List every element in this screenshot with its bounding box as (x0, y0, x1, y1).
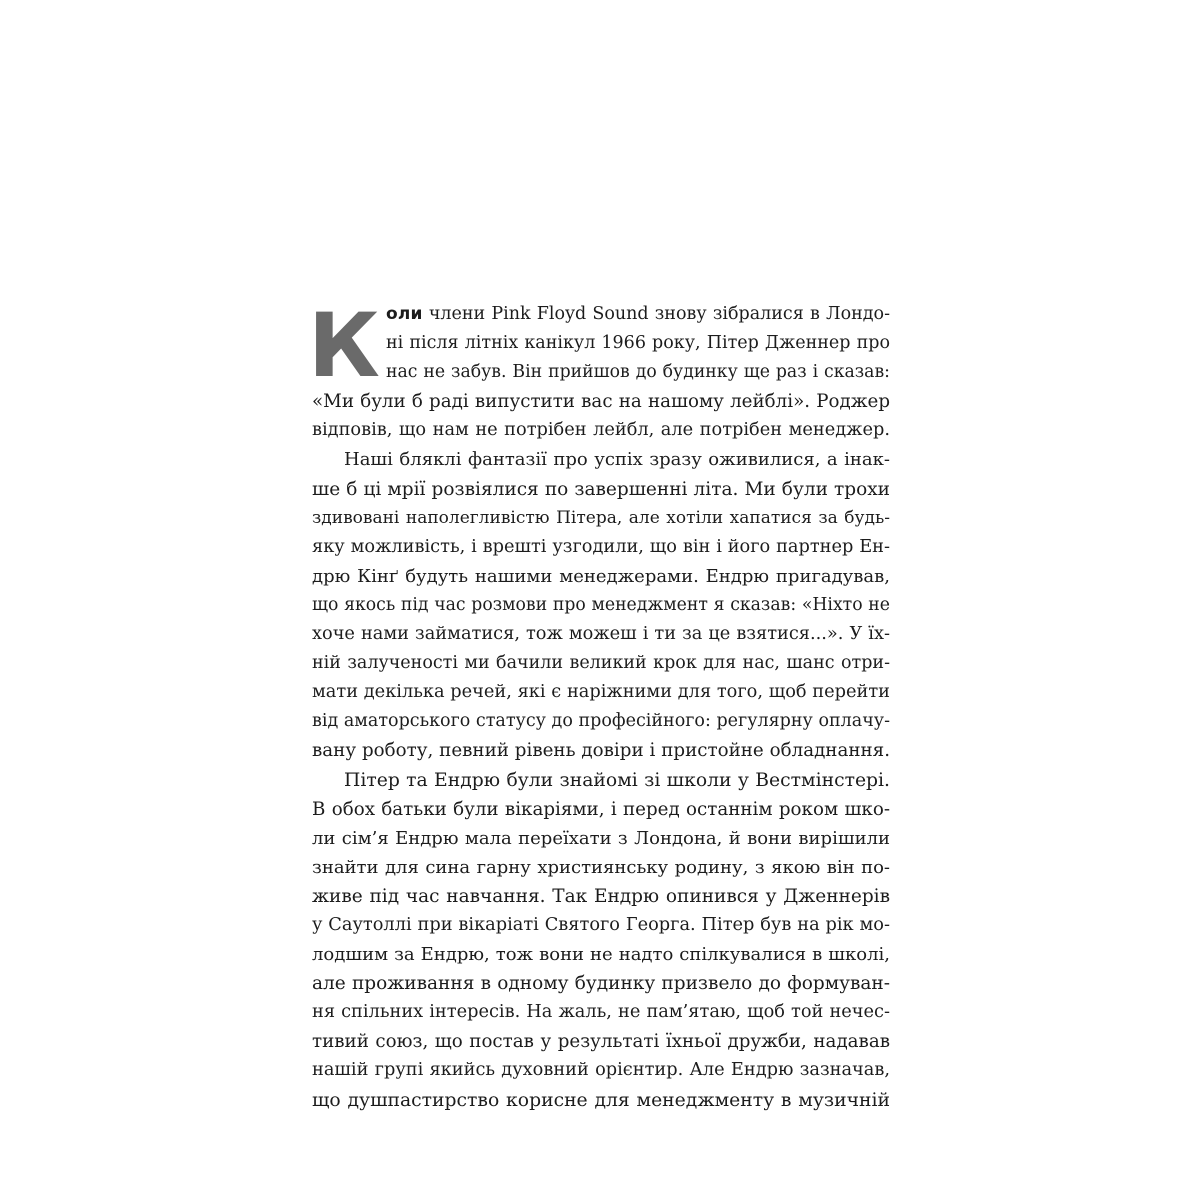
text-line: лодшим за Ендрю, тож вони не надто спілкувалися в школі, (312, 944, 890, 966)
drop-cap: К (308, 294, 380, 397)
text-line: тивий союз, що постав у результаті їхньої дружби, надавав (312, 1031, 890, 1053)
text-line: здивовані наполегливістю Пітера, але хотіли хапатися за будь- (312, 507, 890, 528)
lead-word: оли (386, 304, 423, 324)
text-line: ня спільних інтересів. На жаль, не пам’ятаю, щоб той нечес- (312, 1002, 890, 1023)
text-line: ній залученості ми бачили великий крок для нас, шанс отри- (312, 653, 890, 674)
text-line: «Ми були б раді випустити вас на нашому лейблі». Роджер (312, 391, 890, 413)
text-line: нашій групі якийсь духовний орієнтир. Але Ендрю зазначав, (312, 1060, 890, 1081)
text-line: відповів, що нам не потрібен лейбл, але потрібен менеджер. (312, 420, 890, 441)
text-line: хоче нами займатися, тож можеш і ти за це взятися...». У їх- (312, 624, 890, 645)
line-text: члени Pink Floyd Sound знову зібралися в Лондо- (422, 304, 890, 324)
text-line: знайти для сина гарну християнську родину, з якою він по- (312, 856, 890, 878)
text-line: але проживання в одному будинку призвело до формуван- (312, 973, 890, 995)
text-line: ли сім’я Ендрю мала переїхати з Лондона, й вони вирішили (312, 827, 890, 849)
text-line: вану роботу, певний рівень довіри і пристойне обладнання. (312, 740, 890, 762)
text-line: ні після літніх канікул 1966 року, Пітер Дженнер про (386, 333, 890, 354)
text-line: яку можливість, і врешті узгодили, що він і його партнер Ен- (312, 536, 890, 557)
text-line: що якось під час розмови про менеджмент я сказав: «Ніхто не (312, 594, 890, 615)
text-line: мати декілька речей, які є наріжними для того, щоб перейти (312, 682, 890, 703)
text-line: ше б ці мрії розвіялися по завершенні літа. Ми були трохи (312, 478, 890, 500)
text-line: нас не забув. Він прийшов до будинку ще раз і сказав: (386, 362, 890, 383)
text-line: Пітер та Ендрю були знайомі зі школи у Вестмінстері. (344, 769, 890, 791)
text-line: В обох батьки були вікаріями, і перед останнім роком шко- (312, 798, 890, 820)
text-line: від аматорського статусу до професійного: регулярну оплачу- (312, 711, 890, 732)
body-text (308, 294, 890, 1115)
text-line: дрю Кінґ будуть нашими менеджерами. Ендрю пригадував, (312, 565, 890, 587)
text-line: у Саутоллі при вікаріаті Святого Георга. Пітер був на рік мо- (312, 914, 890, 935)
text-line: що душпастирство корисне для менеджменту в музичній (312, 1089, 890, 1111)
text-line: Наші бляклі фантазії про успіх зразу оживилися, а інак- (344, 449, 890, 471)
text-line: живе під час навчання. Так Ендрю опинився у Дженнерів (312, 885, 890, 907)
